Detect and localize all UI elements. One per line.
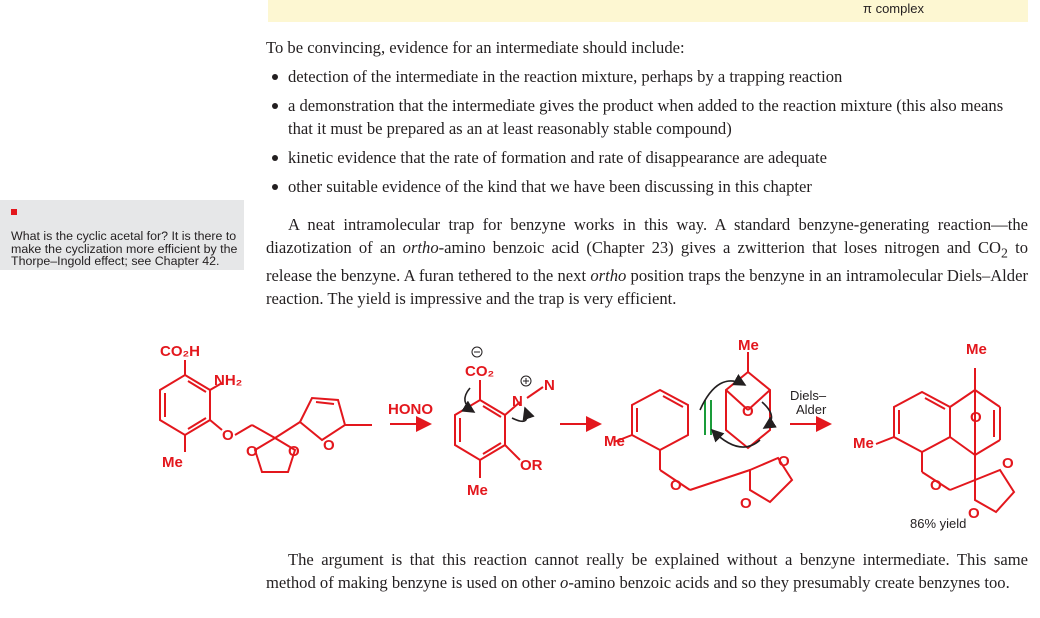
oxygen-label: O	[222, 427, 234, 444]
list-item-text: detection of the intermediate in the reaction mixture, perhaps by a trapping reaction	[288, 67, 843, 86]
oxygen-label: O	[246, 443, 258, 460]
text-run: A neat intramolecular trap for benzyne works in this way. A standard benzyne-generating reaction—the diazotization of an	[266, 215, 1028, 257]
paragraph	[266, 548, 1028, 594]
oxygen-label: O	[970, 409, 982, 426]
methyl-label: Me	[853, 435, 874, 452]
list-item-text: kinetic evidence that the rate of formation and rate of disappearance are adequate	[288, 148, 828, 167]
evidence-section	[266, 36, 1028, 204]
note-marker-icon	[11, 209, 17, 215]
oxygen-label: O	[968, 505, 980, 522]
oxygen-label: O	[740, 495, 752, 512]
conclusion-paragraph	[266, 548, 1028, 594]
benzyne-trap-paragraph	[266, 213, 1028, 310]
text-run: -amino benzoic acids and so they presumably create benzynes too.	[568, 573, 1010, 592]
diels-alder-reagent-line2: Alder	[796, 402, 827, 417]
bullet-dot	[272, 103, 278, 109]
oxygen-label: O	[778, 453, 790, 470]
oxygen-label: O	[323, 437, 335, 454]
methyl-label: Me	[604, 433, 625, 450]
nitrogen-label: N	[512, 393, 523, 410]
yield-label: 86% yield	[910, 516, 967, 531]
oxygen-label: O	[288, 443, 300, 460]
or-label: OR	[520, 457, 543, 474]
carboxylate-label: CO₂	[465, 363, 495, 380]
oxygen-label: O	[742, 403, 754, 420]
list-item	[266, 65, 1028, 88]
methyl-label: Me	[162, 454, 183, 471]
italic-run: ortho	[402, 238, 439, 257]
hono-reagent: HONO	[388, 401, 433, 418]
list-item	[266, 175, 1028, 198]
margin-note-text: What is the cyclic acetal for? It is there to make the cyclization more efficient by the Thorpe–Ingold effect; see Chapter 42.	[11, 229, 238, 268]
text-run: The argument is that this reaction cannot really be explained without a benzyne intermediate. This same method of making benzyne is used on other	[266, 550, 1028, 592]
text-run: to release the benzyne. A furan tethered to the next	[266, 238, 1028, 286]
bullet-dot	[272, 74, 278, 80]
text-run: position traps the benzyne in an intramolecular Diels–Alder reaction. The yield is impressive and the trap is very efficient.	[266, 266, 1028, 309]
oxygen-label: O	[1002, 455, 1014, 472]
margin-note	[0, 200, 244, 270]
starting-material-structure	[160, 360, 372, 472]
list-item	[266, 146, 1028, 169]
bullet-dot	[272, 155, 278, 161]
list-item-text: a demonstration that the intermediate gives the product when added to the reaction mixture (this also means that it must be prepared as an at least reasonably stable compound)	[288, 96, 1004, 138]
bullet-dot	[272, 184, 278, 190]
evidence-list	[266, 65, 1028, 198]
subscript: 2	[1001, 245, 1008, 261]
methyl-label: Me	[467, 482, 488, 499]
list-item	[266, 94, 1028, 140]
diels-alder-reagent-line1: Diels–	[790, 388, 827, 403]
italic-run: ortho	[590, 266, 627, 286]
co2h-label: CO₂H	[160, 343, 200, 360]
cycloadduct-product-structure	[876, 368, 1014, 512]
oxygen-label: O	[670, 477, 682, 494]
reaction-scheme	[0, 330, 1040, 540]
methyl-label: Me	[738, 337, 759, 354]
methyl-label: Me	[966, 341, 987, 358]
nitrogen-label: N	[544, 377, 555, 394]
intro-text: To be convincing, evidence for an intermediate should include:	[266, 38, 685, 57]
pi-complex-banner	[268, 0, 1028, 22]
text-run: -amino benzoic acid (Chapter 23) gives a zwitterion that loses nitrogen and CO	[438, 238, 1001, 257]
nh2-label: NH₂	[214, 372, 243, 389]
paragraph	[266, 213, 1028, 310]
pi-complex-label: π complex	[863, 1, 924, 16]
italic-run: o	[560, 573, 569, 592]
list-item-text: other suitable evidence of the kind that we have been discussing in this chapter	[288, 177, 812, 196]
oxygen-label: O	[930, 477, 942, 494]
